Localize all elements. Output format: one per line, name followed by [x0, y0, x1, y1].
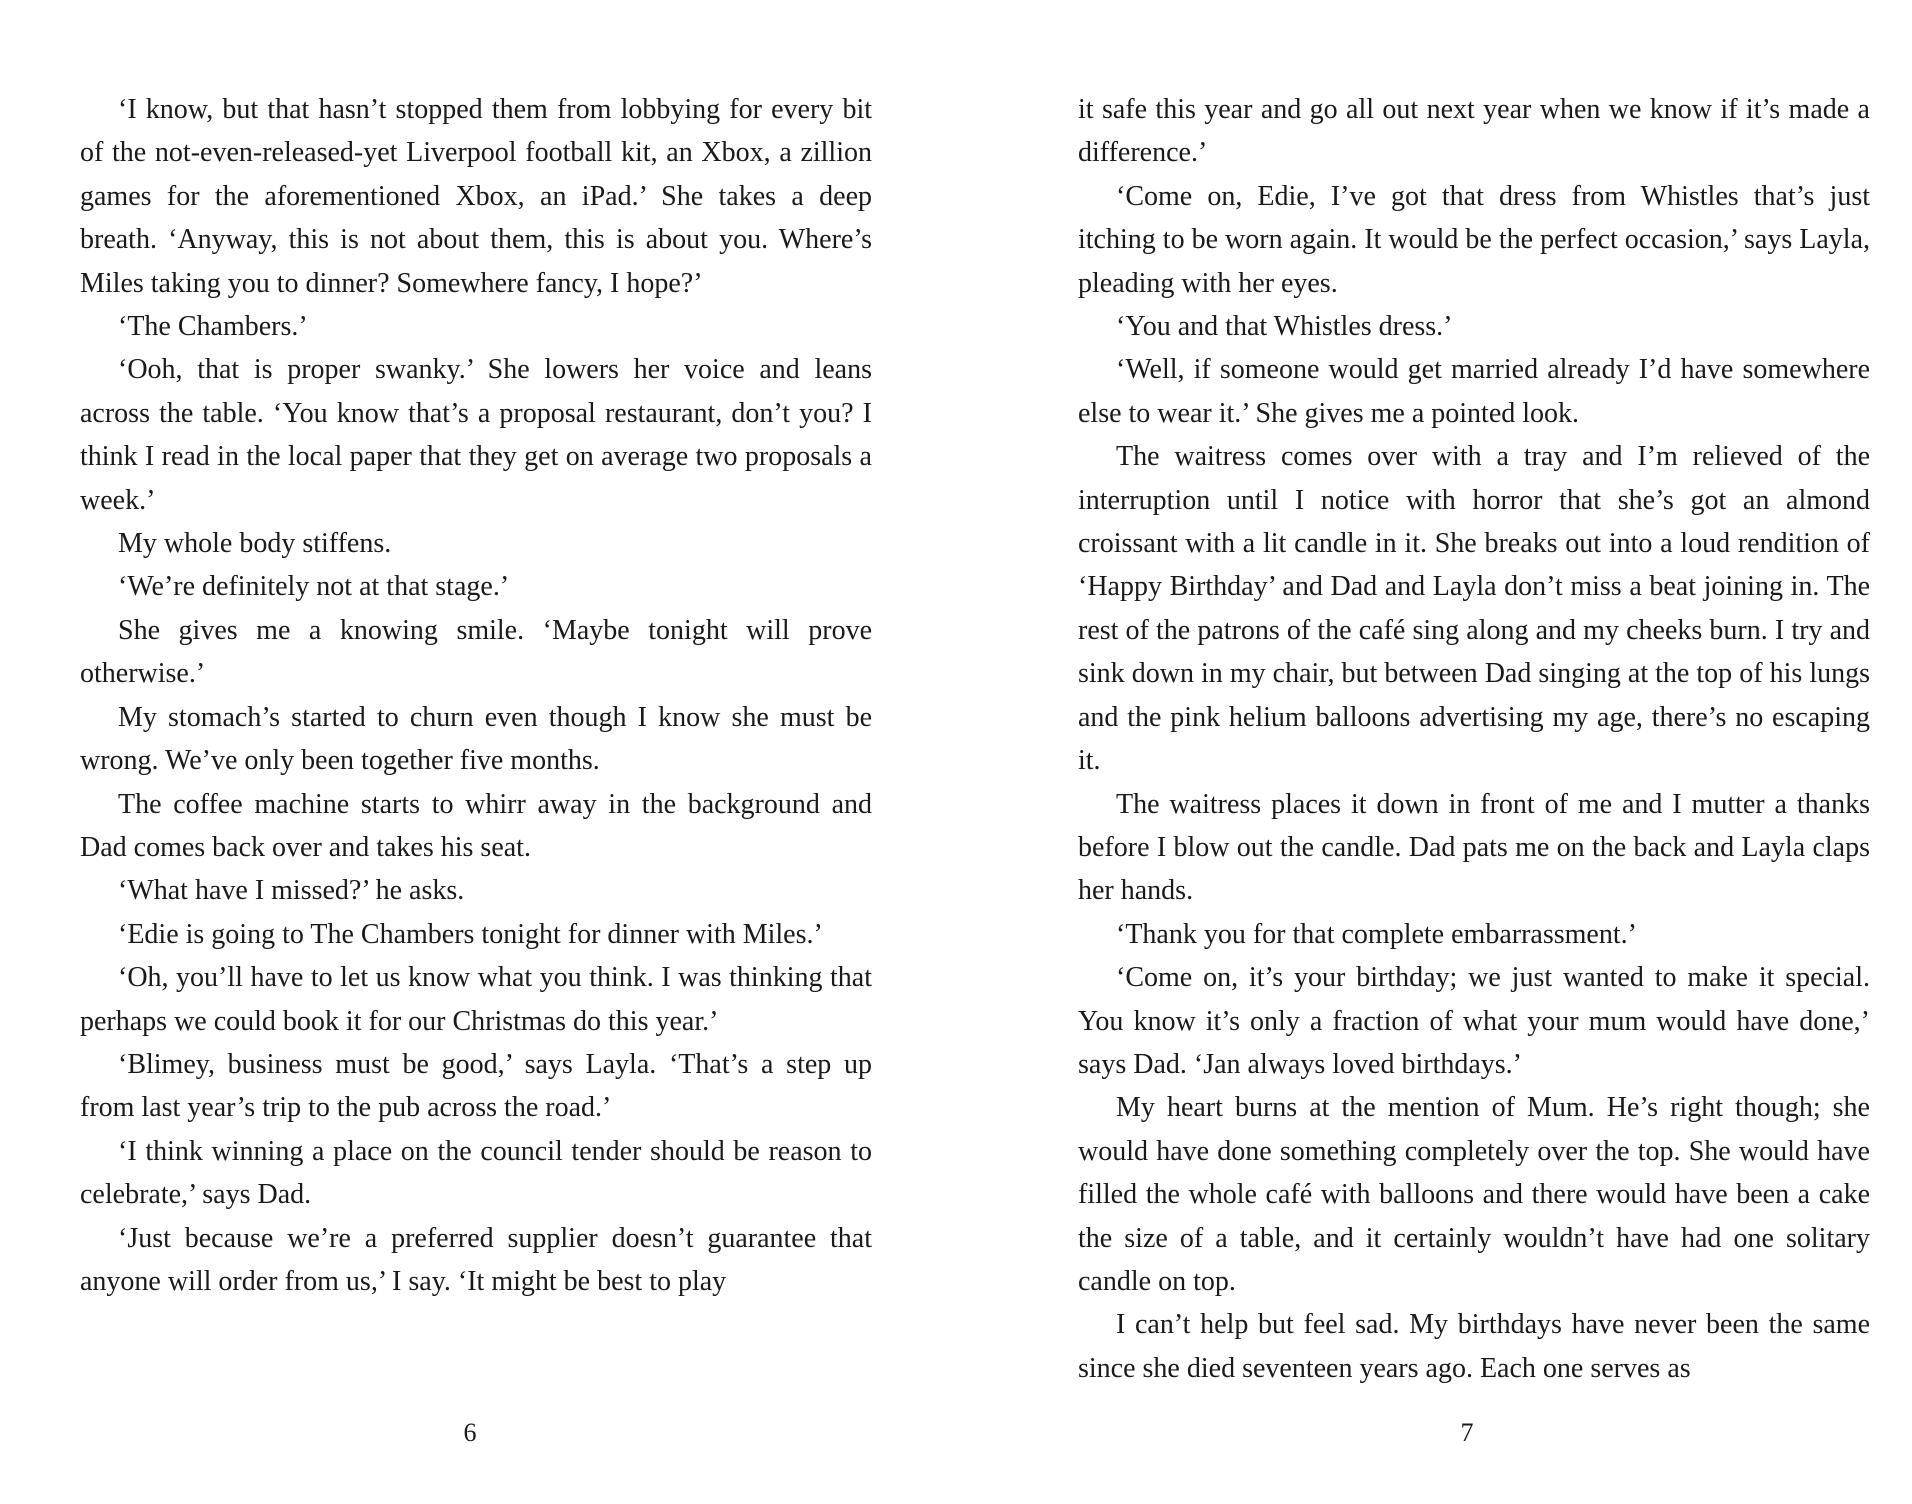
paragraph: ‘I think winning a place on the council tender should be reason to celebrate,’ says Dad.	[80, 1135, 872, 1211]
paragraph: ‘Ooh, that is proper swanky.’ She lowers her voice and leans across the table. ‘You know that’s a proposal restaurant, don’t you? I think I read in the local paper that they get on average two proposals a week.’	[80, 354, 872, 516]
paragraph: My heart burns at the mention of Mum. He’s right though; she would have done something completely over the top. She would have filled the whole café with balloons and there would have been a cake the size of a table, and it certainly wouldn’t have had one solitary candle on top.	[1078, 1092, 1870, 1297]
paragraph: ‘We’re definitely not at that stage.’	[118, 571, 510, 603]
paragraph: ‘Well, if someone would get married already I’d have somewhere else to wear it.’ She gives me a pointed look.	[1078, 354, 1870, 429]
paragraph: ‘Just because we’re a preferred supplier doesn’t guarantee that anyone will order from us,’ I say. ‘It might be best to play	[80, 1222, 872, 1297]
paragraph-continuation: it safe this year and go all out next year when we know if it’s made a difference.’	[1078, 94, 1870, 169]
paragraph: She gives me a knowing smile. ‘Maybe tonight will prove otherwise.’	[80, 614, 872, 690]
paragraph: ‘Thank you for that complete embarrassment.’	[1116, 918, 1637, 950]
paragraph: ‘Come on, it’s your birthday; we just wanted to make it special. You know it’s only a fraction of what your mum would have done,’ says Dad. ‘Jan always loved birthdays.’	[1078, 962, 1870, 1080]
paragraph: ‘You and that Whistles dress.’	[1116, 311, 1453, 343]
paragraph: The waitress comes over with a tray and I’m relieved of the interruption until I notice with horror that she’s got an almond croissant with a lit candle in it. She breaks out into a loud rendition of ‘Happy Birthday’ and Dad and Layla don’t miss a beat joining in. The rest of the patrons of the café sing along and my cheeks burn. I try and sink down in my chair, but between Dad singing at the top of his lungs and the pink helium balloons advertising my age, there’s no escaping it.	[1078, 441, 1870, 777]
paragraph: My whole body stiffens.	[118, 528, 392, 560]
paragraph: My stomach’s started to churn even though I know she must be wrong. We’ve only been together five months.	[80, 701, 872, 777]
paragraph: ‘Oh, you’ll have to let us know what you think. I was thinking that perhaps we could book it for our Christmas do this year.’	[80, 962, 872, 1037]
left-page	[80, 88, 872, 1303]
right-page	[1078, 88, 1870, 1390]
paragraph: ‘What have I missed?’ he asks.	[118, 875, 465, 907]
paragraph: The coffee machine starts to whirr away in the background and Dad comes back over and takes his seat.	[80, 788, 872, 863]
paragraph: I can’t help but feel sad. My birthdays have never been the same since she died seventeen years ago. Each one serves as	[1078, 1309, 1870, 1384]
paragraph: ‘Blimey, business must be good,’ says Layla. ‘That’s a step up from last year’s trip to the pub across the road.’	[80, 1048, 872, 1124]
page-number: 6	[463, 1418, 477, 1447]
paragraph: ‘The Chambers.’	[118, 311, 308, 343]
paragraph: ‘Come on, Edie, I’ve got that dress from Whistles that’s just itching to be worn again. It would be the perfect occasion,’ says Layla, pleading with her eyes.	[1078, 180, 1870, 299]
page-number: 7	[1460, 1418, 1474, 1447]
paragraph: ‘I know, but that hasn’t stopped them from lobbying for every bit of the not-even-released-yet Liverpool football kit, an Xbox, a zillion games for the aforementioned Xbox, an iPad.’ She takes a deep breath. ‘Anyway, this is not about them, this is about you. Where’s Miles taking you to dinner? Somewhere fancy, I hope?’	[80, 94, 872, 299]
paragraph: The waitress places it down in front of me and I mutter a thanks before I blow out the candle. Dad pats me on the back and Layla claps her hands.	[1078, 788, 1870, 907]
paragraph: ‘Edie is going to The Chambers tonight for dinner with Miles.’	[118, 918, 823, 950]
